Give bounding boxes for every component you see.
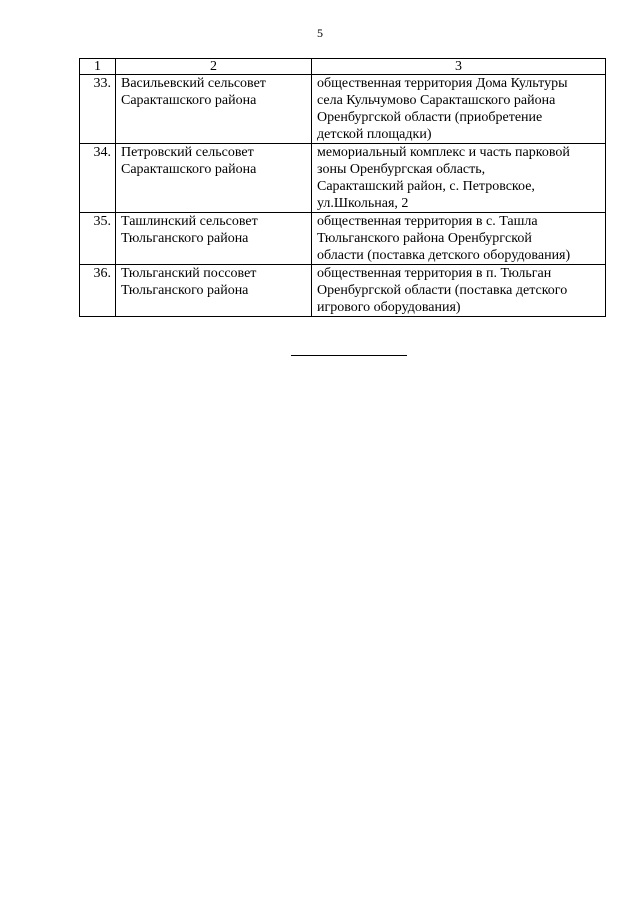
column-header: 1: [80, 59, 116, 75]
cell-line: зоны Оренбургская область,: [317, 162, 486, 177]
territory-table: [79, 58, 606, 317]
cell-line: Васильевский сельсовет: [121, 76, 266, 91]
end-divider: [291, 355, 407, 356]
table-row: [80, 144, 606, 213]
cell-line: Саракташского района: [121, 162, 257, 177]
cell-line: Оренбургской области (поставка детского: [317, 283, 568, 298]
row-number: 36.: [80, 265, 116, 317]
municipality-cell: [116, 144, 312, 213]
table-row: [80, 75, 606, 144]
cell-line: мемориальный комплекс и часть парковой: [317, 145, 570, 160]
table-row: [80, 265, 606, 317]
cell-line: детской площадки): [317, 127, 432, 142]
cell-line: Ташлинский сельсовет: [121, 214, 258, 229]
cell-line: села Кульчумово Саракташского района: [317, 93, 556, 108]
column-header: 2: [116, 59, 312, 75]
cell-line: Тюльганского района Оренбургской: [317, 231, 532, 246]
cell-line: Петровский сельсовет: [121, 145, 254, 160]
cell-line: общественная территория Дома Культуры: [317, 76, 568, 91]
row-number: 35.: [80, 213, 116, 265]
row-number: 33.: [80, 75, 116, 144]
cell-line: Тюльганский поссовет: [121, 266, 257, 281]
column-header: 3: [312, 59, 606, 75]
cell-line: игрового оборудования): [317, 300, 461, 315]
cell-line: общественная территория в с. Ташла: [317, 214, 538, 229]
cell-line: области (поставка детского оборудования): [317, 248, 571, 263]
municipality-cell: [116, 75, 312, 144]
table-header-row: [80, 59, 606, 75]
cell-line: Тюльганского района: [121, 231, 249, 246]
municipality-cell: [116, 213, 312, 265]
cell-line: Саракташский район, с. Петровское,: [317, 179, 535, 194]
page-number: 5: [317, 26, 323, 40]
territory-cell: [312, 75, 606, 144]
cell-line: Саракташского района: [121, 93, 257, 108]
territory-cell: [312, 265, 606, 317]
cell-line: ул.Школьная, 2: [317, 196, 409, 211]
territory-cell: [312, 213, 606, 265]
cell-line: Оренбургской области (приобретение: [317, 110, 543, 125]
cell-line: общественная территория в п. Тюльган: [317, 266, 552, 281]
municipality-cell: [116, 265, 312, 317]
territory-cell: [312, 144, 606, 213]
cell-line: Тюльганского района: [121, 283, 249, 298]
row-number: 34.: [80, 144, 116, 213]
table-row: [80, 213, 606, 265]
